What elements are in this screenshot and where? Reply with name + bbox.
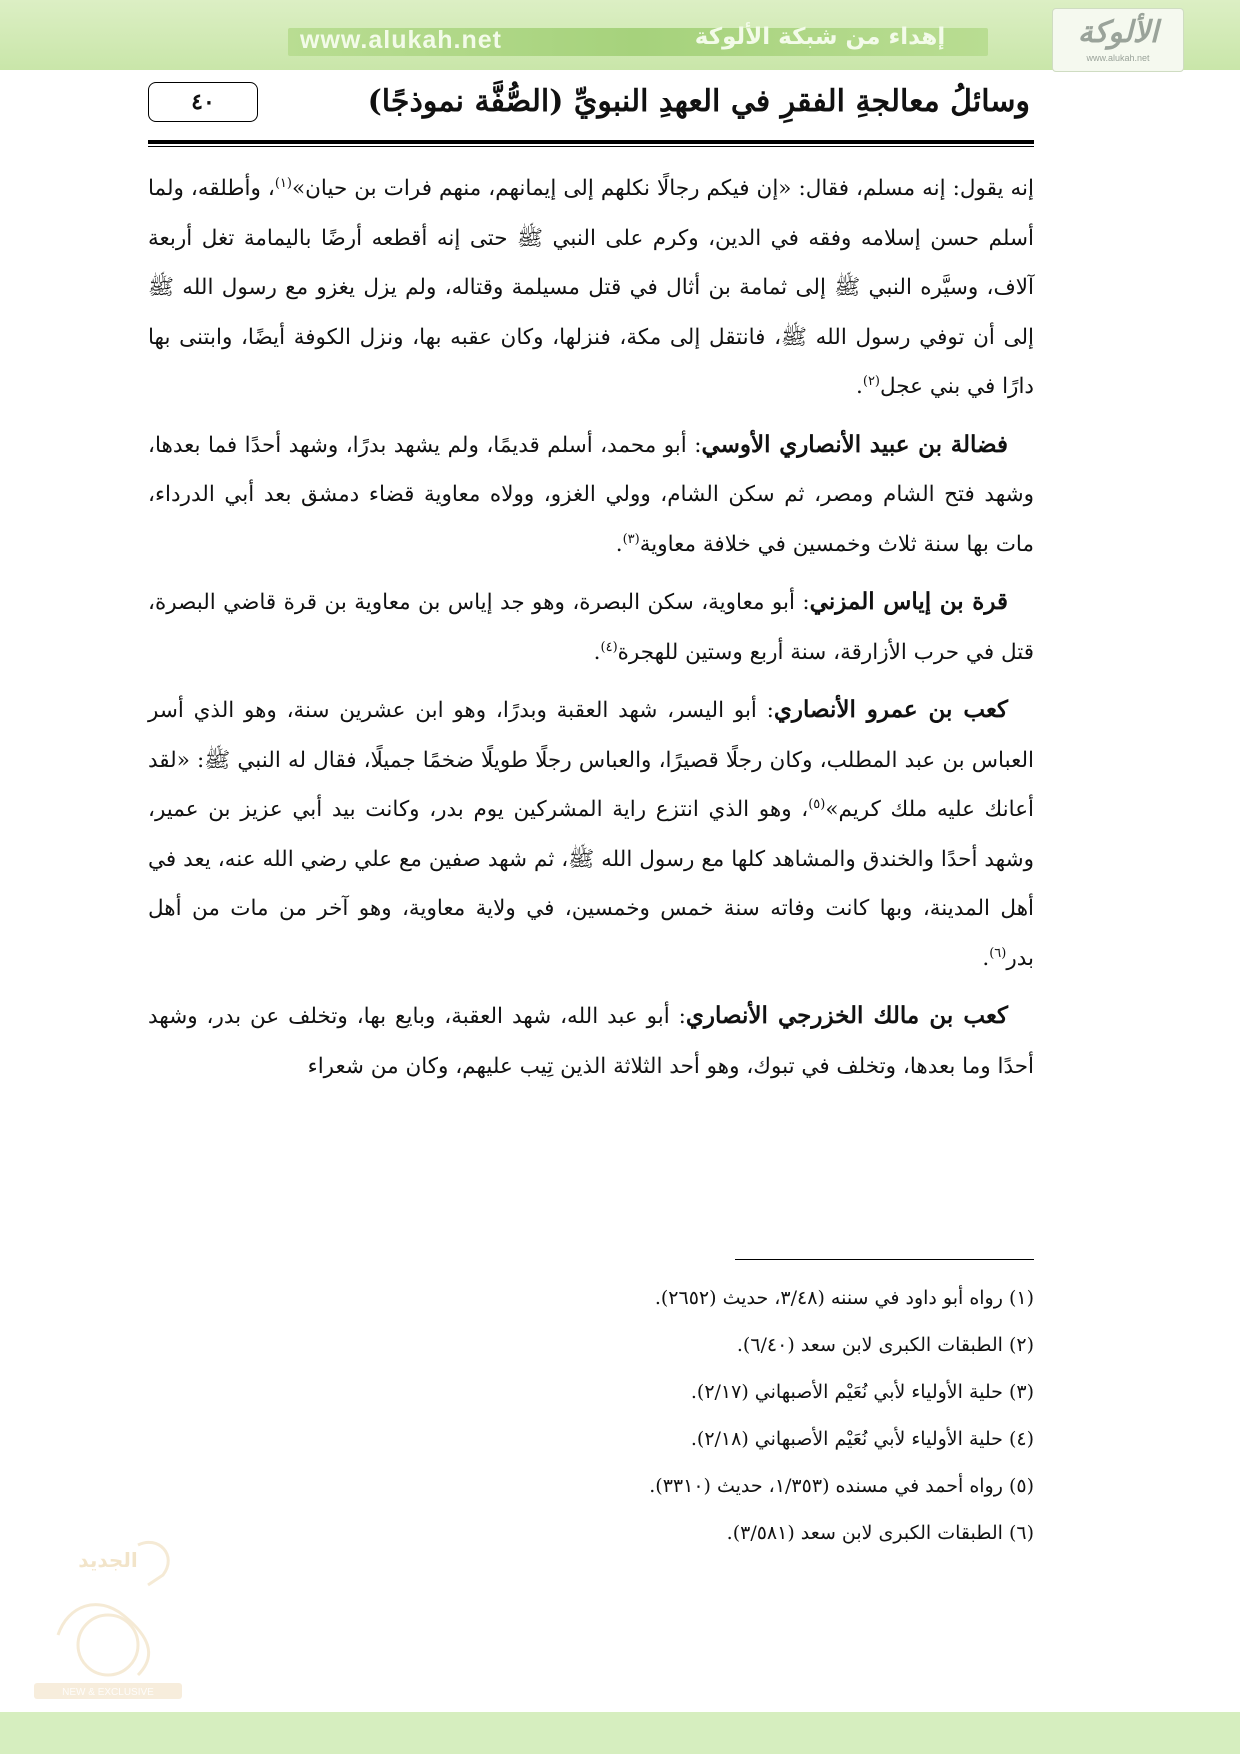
paragraph-3-text-b: . — [593, 639, 601, 665]
alukah-logo — [1052, 8, 1184, 72]
paragraph-5 — [148, 991, 1034, 1091]
header-rule-thin — [148, 146, 1034, 147]
paragraph-4 — [148, 685, 1034, 983]
logo-word: الألوكة — [1077, 15, 1159, 50]
footnote-5: (٥) رواه أحمد في مسنده (١/٣٥٣، حديث (٣٣١٠). — [649, 1475, 1034, 1497]
banner-url: www.alukah.net — [300, 26, 503, 54]
entry-name-kaab-amr: كعب بن عمرو الأنصاري — [773, 696, 1008, 723]
footnote-1: (١) رواه أبو داود في سننه (٣/٤٨، حديث (٢٦٥٢). — [654, 1287, 1034, 1309]
footnote-ref-4[interactable]: (٤) — [600, 639, 618, 655]
paragraph-4-text-b: ، وهو الذي انتزع راية المشركين يوم بدر، وكانت بيد أبي عزيز بن عمير، وشهد أحدًا والخندق والمشاهد كلها مع رسول الله ﷺ، ثم شهد صفين مع علي رضي الله عنه، يعد في أهل المدينة، وبها كانت وفاته سنة خمس وخمسين، في ولاية معاوية، وهو آخر من مات من أهل بدر — [148, 797, 1034, 971]
entry-name-fadala: فضالة بن عبيد الأنصاري الأوسي — [701, 430, 1008, 458]
paragraph-1-text-a: إنه يقول: إنه مسلم، فقال: «إن فيكم رجالًا نكلهم إلى إيمانهم، منهم فرات بن حيان» — [291, 176, 1034, 201]
banner-gift-text: إهداء من شبكة الألوكة — [694, 24, 946, 50]
top-banner — [0, 0, 1240, 70]
entry-name-kaab-malik: كعب بن مالك الخزرجي الأنصاري — [685, 1002, 1008, 1029]
paragraph-3 — [148, 577, 1034, 677]
footnote-ref-6[interactable]: (٦) — [989, 945, 1007, 961]
body-text — [148, 164, 1034, 1091]
footnote-separator — [735, 1259, 1034, 1260]
footnote-3: (٣) حلية الأولياء لأبي نُعَيْم الأصبهاني (٢/١٧). — [690, 1381, 1034, 1403]
paragraph-1-text-b: ، وأطلقه، ولما أسلم حسن إسلامه وفقه في الدين، وكرم على النبي ﷺ حتى إنه أقطعه أرضًا باليمامة تغل أربعة آلاف، وسيَّره النبي ﷺ إلى ثمامة بن أثال في قتل مسيلمة وقتاله، ولم يزل يغزو مع رسول الله ﷺ إلى أن توفي رسول الله ﷺ، فانتقل إلى مكة، فنزلها، وكان عقبه بها، ونزل الكوفة أيضًا، وابتنى بها دارًا في بني عجل — [148, 176, 1034, 399]
paragraph-2-text-b: . — [615, 531, 623, 557]
watermark-bottom-word: NEW & EXCLUSIVE — [62, 1687, 154, 1698]
paragraph-4-text-a: : أبو اليسر، شهد العقبة وبدرًا، وهو ابن عشرين سنة، وهو الذي أسر العباس بن عبد المطلب، وكان رجلًا قصيرًا، والعباس رجلًا طويلًا ضخمًا جميلًا، فقال له النبي ﷺ: «لقد أعانك عليه ملك كريم» — [148, 698, 1035, 822]
watermark-ring — [78, 1615, 138, 1675]
footnote-4: (٤) حلية الأولياء لأبي نُعَيْم الأصبهاني (٢/١٨). — [690, 1428, 1034, 1450]
watermark-top-word: الجديد — [78, 1548, 138, 1572]
paragraph-4-text-c: . — [982, 945, 990, 971]
paragraph-3-text-a: : أبو معاوية، سكن البصرة، وهو جد إياس بن معاوية بن قرة قاضي البصرة، قتل في حرب الأزارقة، سنة أربع وستين للهجرة — [148, 590, 1034, 665]
footnote-2: (٢) الطبقات الكبرى لابن سعد (٦/٤٠). — [736, 1334, 1034, 1356]
paragraph-2-text-a: : أبو محمد، أسلم قديمًا، ولم يشهد بدرًا، وشهد أحدًا فما بعدها، وشهد فتح الشام ومصر، ثم سكن الشام، وولي الغزو، وولاه معاوية قضاء دمشق بعد أبي الدرداء، مات بها سنة ثلاث وخمسين في خلافة معاوية — [148, 432, 1034, 557]
footnote-ref-5[interactable]: (٥) — [808, 796, 826, 812]
new-exclusive-watermark — [28, 1525, 188, 1705]
paragraph-2 — [148, 420, 1034, 570]
running-title: وسائلُ معالجةِ الفقرِ في العهدِ النبويِّ (الصُّفَّة نموذجًا) — [367, 84, 1030, 119]
paragraph-1-text-c: . — [856, 374, 863, 399]
footnote-ref-2[interactable]: (٢) — [862, 373, 880, 389]
footnotes — [148, 1275, 1034, 1557]
footnote-ref-1[interactable]: (١) — [274, 175, 292, 191]
paragraph-5-text-a: : أبو عبد الله، شهد العقبة، وبايع بها، وتخلف عن بدر، وشهد أحدًا وما بعدها، وتخلف في تبوك، وهو أحد الثلاثة الذين تِيب عليهم، وكان من شعراء — [148, 1004, 1034, 1079]
page-number: ٤٠ — [148, 82, 258, 122]
paragraph-1 — [148, 164, 1034, 412]
footnote-6: (٦) الطبقات الكبرى لابن سعد (٣/٥٨١). — [726, 1522, 1034, 1544]
logo-url: www.alukah.net — [1086, 53, 1150, 63]
watermark-swoosh — [138, 1542, 168, 1585]
footnote-ref-3[interactable]: (٣) — [622, 531, 640, 547]
bottom-band — [0, 1712, 1240, 1754]
entry-name-qurra: قرة بن إياس المزني — [809, 588, 1009, 615]
header-rule-thick — [148, 140, 1034, 144]
